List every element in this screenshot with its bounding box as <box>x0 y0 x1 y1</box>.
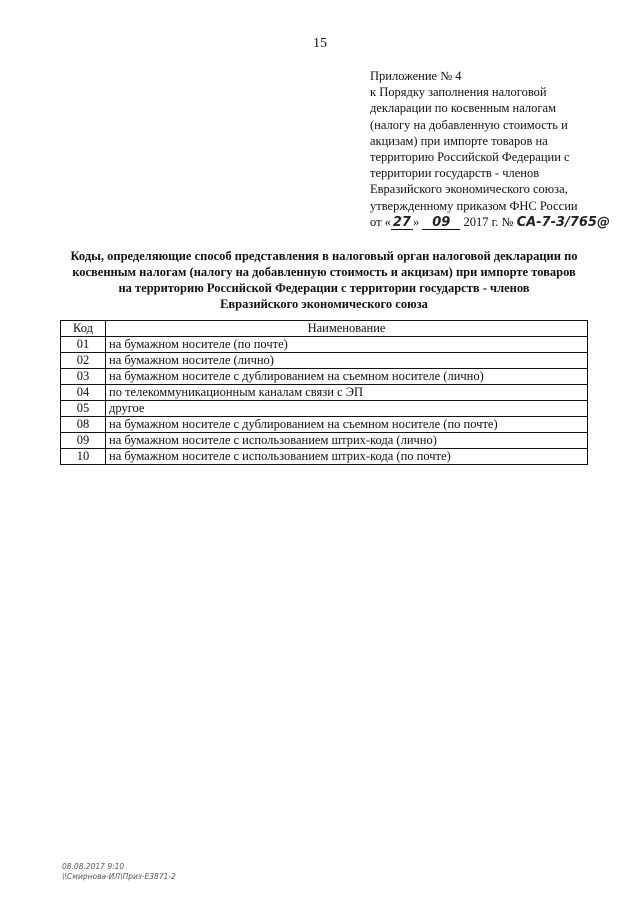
table-row <box>61 337 588 353</box>
row-code: 05 <box>61 401 106 417</box>
row-code: 01 <box>61 337 106 353</box>
appendix-line: утвержденному приказом ФНС России <box>370 198 578 213</box>
appendix-block <box>370 68 620 231</box>
row-code: 03 <box>61 369 106 385</box>
footer-timestamp: 08.08.2017 9:10 <box>62 862 125 871</box>
table-header-row <box>61 321 588 337</box>
appendix-line: Приложение № 4 <box>370 69 462 83</box>
table-row <box>61 369 588 385</box>
row-code: 09 <box>61 433 106 449</box>
row-name: по телекоммуникационным каналам связи с ЭП <box>106 385 588 401</box>
appendix-line: (налогу на добавленную стоимость и <box>370 117 568 132</box>
appendix-line: Евразийского экономического союза, <box>370 182 568 197</box>
date-close: » <box>412 214 420 229</box>
page-number: 15 <box>313 36 327 51</box>
table-row <box>61 433 588 449</box>
row-name: на бумажном носителе с дублированием на съемном носителе (по почте) <box>106 417 588 433</box>
title-line: Евразийского экономического союза <box>220 297 428 311</box>
order-year: 2017 г. № <box>463 214 514 229</box>
header-name: Наименование <box>106 321 588 337</box>
row-code: 10 <box>61 449 106 465</box>
order-day: 27 <box>392 214 411 230</box>
table-row <box>61 449 588 465</box>
table-row <box>61 385 588 401</box>
document-title <box>60 248 588 312</box>
appendix-line: декларации по косвенным налогам <box>370 101 556 116</box>
row-code: 02 <box>61 353 106 369</box>
row-name: на бумажном носителе (лично) <box>106 353 588 369</box>
date-prefix: от « <box>370 214 391 229</box>
codes-table <box>60 320 588 465</box>
title-line: косвенным налогам (налогу на добавленную стоимость и акцизам) при импорте товаров <box>72 265 576 279</box>
footer-file-path: \\Смирнова-ИЛ\Приз-Е3871-2 <box>62 872 176 881</box>
appendix-line: территорию Российской Федерации с <box>370 150 570 165</box>
table-row <box>61 401 588 417</box>
title-line: Коды, определяющие способ представления в налоговый орган налоговой декларации по <box>70 249 578 263</box>
row-name: на бумажном носителе с дублированием на съемном носителе (лично) <box>106 369 588 385</box>
row-name: на бумажном носителе с использованием штрих-кода (по почте) <box>106 449 588 465</box>
print-footer <box>62 862 176 882</box>
table-row <box>61 353 588 369</box>
order-month: 09 <box>422 216 460 230</box>
appendix-line: к Порядку заполнения налоговой <box>370 85 547 100</box>
order-number: СА-7-3/765@ <box>516 214 610 230</box>
order-date-line <box>370 214 620 231</box>
appendix-line: акцизам) при импорте товаров на <box>370 133 548 148</box>
title-line: на территорию Российской Федерации с территории государств - членов <box>118 281 530 295</box>
header-code: Код <box>61 321 106 337</box>
table-row <box>61 417 588 433</box>
row-code: 08 <box>61 417 106 433</box>
appendix-line: территории государств - членов <box>370 166 540 181</box>
row-code: 04 <box>61 385 106 401</box>
row-name: на бумажном носителе (по почте) <box>106 337 588 353</box>
row-name: другое <box>106 401 588 417</box>
row-name: на бумажном носителе с использованием штрих-кода (лично) <box>106 433 588 449</box>
